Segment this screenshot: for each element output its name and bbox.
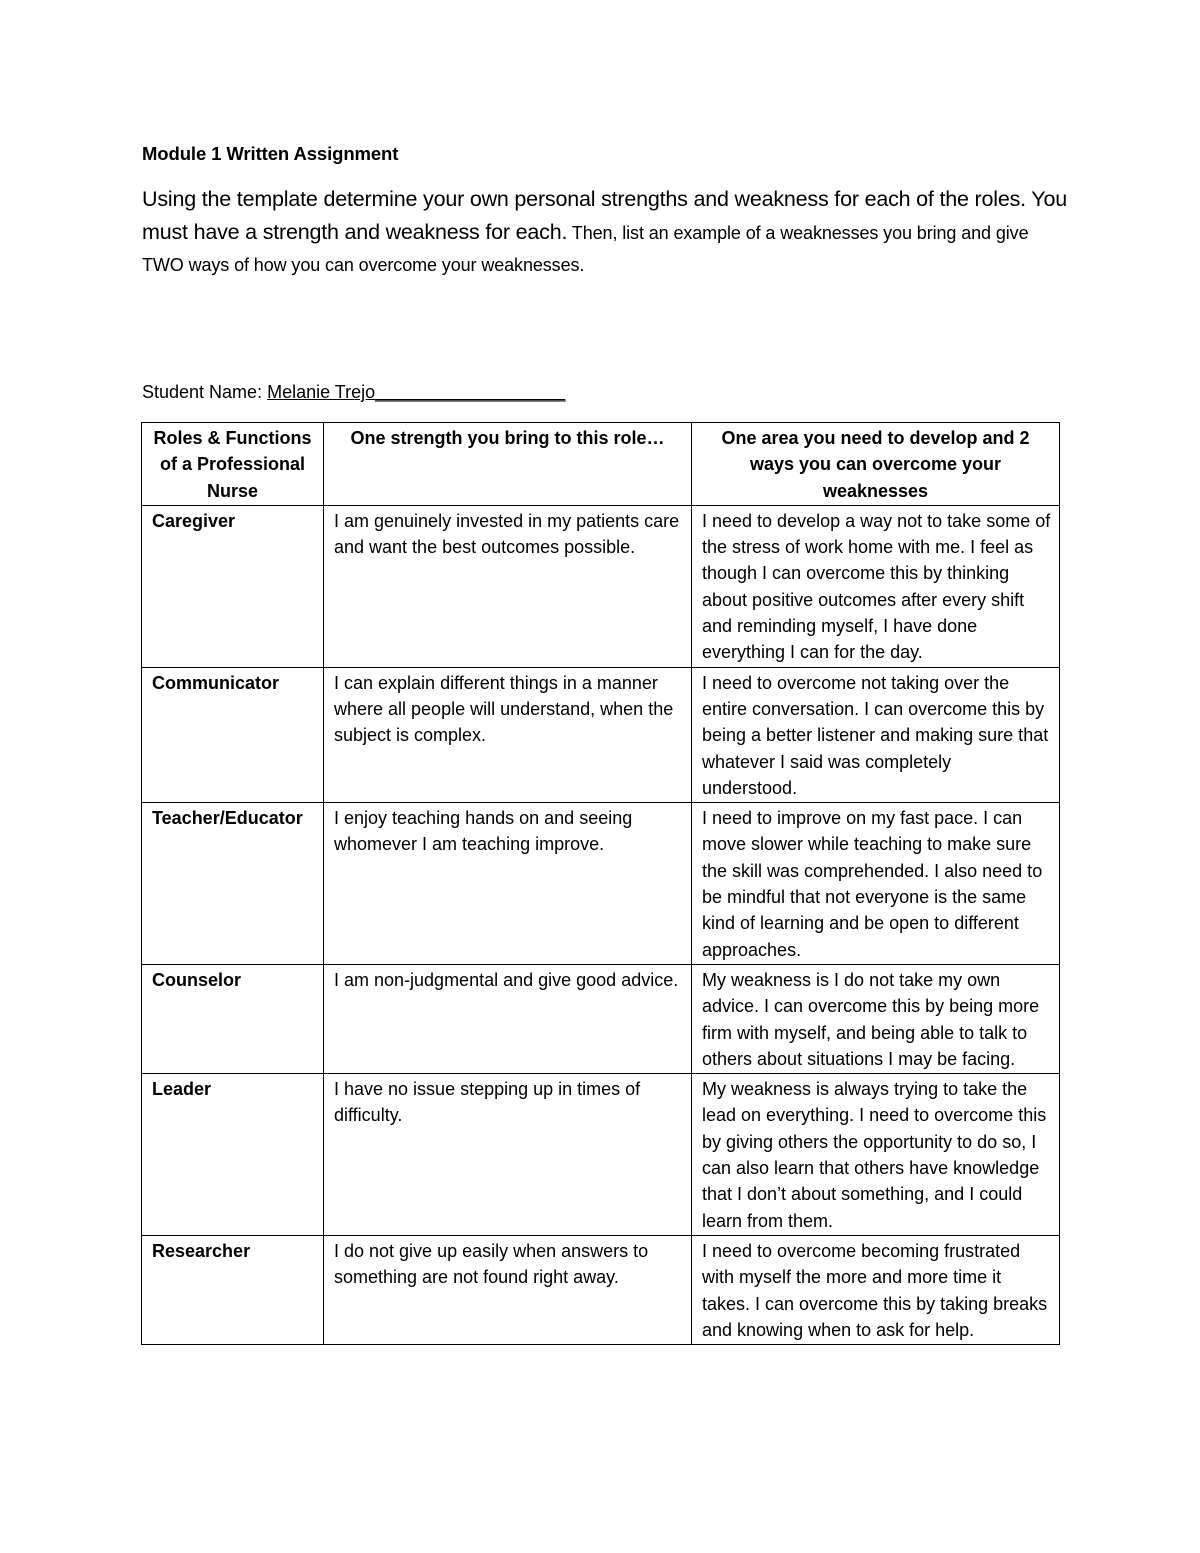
development-cell: My weakness is always trying to take the lead on everything. I need to overcome this by giving others the opportunity to do so, I can also learn that others have knowledge that I don’t about something, and I could learn from them. <box>692 1074 1060 1236</box>
strength-cell: I have no issue stepping up in times of difficulty. <box>324 1074 692 1236</box>
development-cell: My weakness is I do not take my own advice. I can overcome this by being more firm with myself, and being able to talk to others about situations I may be facing. <box>692 964 1060 1073</box>
table-row-researcher <box>142 1235 1060 1344</box>
strength-cell: I am non-judgmental and give good advice. <box>324 964 692 1073</box>
strength-cell: I enjoy teaching hands on and seeing whomever I am teaching improve. <box>324 803 692 965</box>
table-row-leader <box>142 1074 1060 1236</box>
student-name-blank: ___________________ <box>375 382 566 402</box>
document-title: Module 1 Written Assignment <box>142 143 399 164</box>
development-cell: I need to overcome not taking over the entire conversation. I can overcome this by being a better listener and making sure that whatever I said was completely understood. <box>692 667 1060 802</box>
role-cell: Leader <box>142 1074 324 1236</box>
student-name-line <box>142 382 565 403</box>
student-name-value <box>267 382 565 402</box>
role-cell: Researcher <box>142 1235 324 1344</box>
table-row-teacher-educator <box>142 803 1060 965</box>
student-name-text: Melanie Trejo <box>267 382 376 402</box>
header-roles-functions: Roles & Functions of a Professional Nurse <box>142 423 324 506</box>
roles-table <box>141 422 1060 1345</box>
instructions-text-main: Using the template determine your own personal strengths and weakness for each of the roles. You must have a strength and weakness for each. <box>142 187 1067 244</box>
role-cell: Caregiver <box>142 505 324 667</box>
header-strength: One strength you bring to this role… <box>324 423 692 506</box>
strength-cell: I am genuinely invested in my patients care and want the best outcomes possible. <box>324 505 692 667</box>
assignment-instructions <box>142 184 1072 282</box>
strength-cell: I do not give up easily when answers to something are not found right away. <box>324 1235 692 1344</box>
strength-cell: I can explain different things in a manner where all people will understand, when the subject is complex. <box>324 667 692 802</box>
role-cell: Teacher/Educator <box>142 803 324 965</box>
table-row-caregiver <box>142 505 1060 667</box>
header-develop-area: One area you need to develop and 2 ways you can overcome your weaknesses <box>692 423 1060 506</box>
role-cell: Counselor <box>142 964 324 1073</box>
table-row-communicator <box>142 667 1060 802</box>
table-row-counselor <box>142 964 1060 1073</box>
development-cell: I need to improve on my fast pace. I can move slower while teaching to make sure the skill was comprehended. I also need to be mindful that not everyone is the same kind of learning and be open to different approaches. <box>692 803 1060 965</box>
development-cell: I need to overcome becoming frustrated with myself the more and more time it takes. I can overcome this by taking breaks and knowing when to ask for help. <box>692 1235 1060 1344</box>
table-header-row <box>142 423 1060 506</box>
student-name-label: Student Name: <box>142 382 268 402</box>
role-cell: Communicator <box>142 667 324 802</box>
development-cell: I need to develop a way not to take some of the stress of work home with me. I feel as though I can overcome this by thinking about positive outcomes after every shift and reminding myself, I have done everything I can for the day. <box>692 505 1060 667</box>
instructions-text-continued: Then, list an example of a weaknesses you bring and give TWO ways of how you can overcome your weaknesses. <box>142 223 1029 275</box>
